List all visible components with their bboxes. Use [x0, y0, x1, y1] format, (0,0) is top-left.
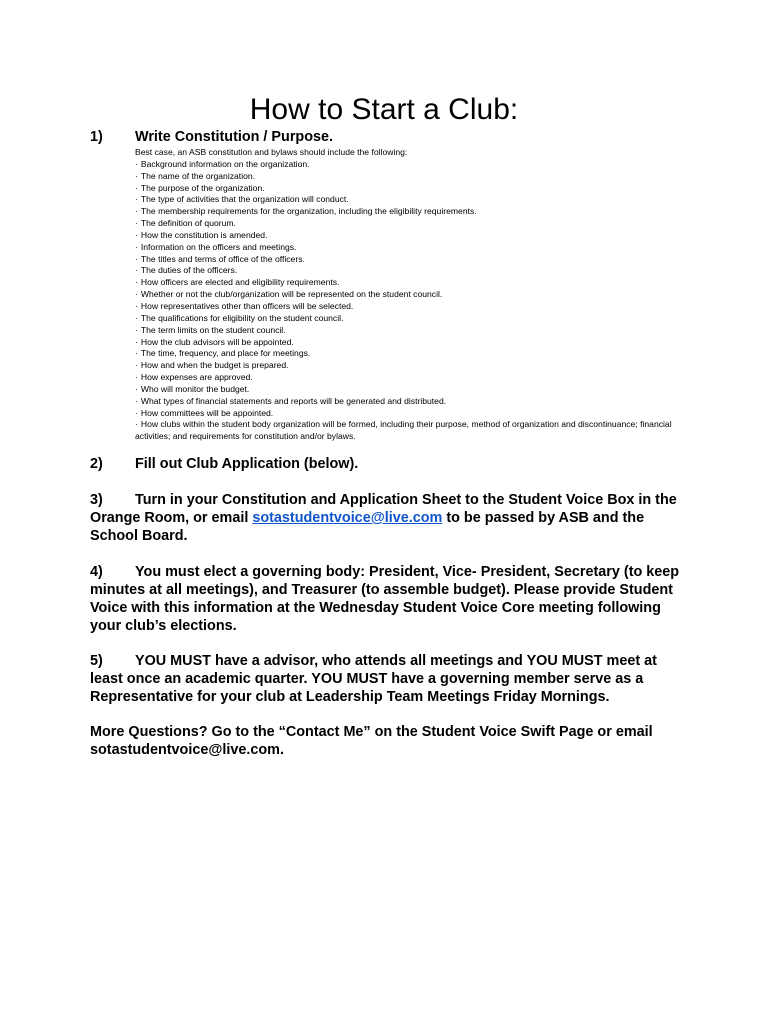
bullet-glyph: · [135, 265, 138, 276]
requirement-text: The qualifications for eligibility on the student council. [140, 312, 344, 323]
requirement-item [135, 337, 675, 349]
step-5 [90, 652, 690, 706]
step-2 [90, 455, 690, 473]
step-4 [90, 563, 690, 635]
step-number: 2) [90, 456, 103, 472]
requirement-item [135, 372, 675, 384]
requirement-item [135, 159, 675, 171]
requirement-item [135, 419, 675, 443]
requirement-item [135, 396, 675, 408]
requirement-text: How committees will be appointed. [140, 407, 274, 418]
bullet-glyph: · [135, 194, 138, 205]
requirement-item [135, 230, 675, 242]
email-link[interactable]: sotastudentvoice@live.com [252, 510, 443, 526]
requirement-text: The duties of the officers. [140, 265, 238, 276]
bullet-glyph: · [135, 372, 138, 383]
step-text-before-link: Turn in your Constitution and Application Sheet to the Student Voice Box in the Orange Room, or email [90, 492, 677, 526]
requirement-item [135, 289, 675, 301]
requirement-text: How the club advisors will be appointed. [140, 336, 294, 347]
closing-note: More Questions? Go to the “Contact Me” on the Student Voice Swift Page or email sotastudentvoice@live.com. [90, 724, 653, 758]
requirement-item [135, 360, 675, 372]
requirement-text: What types of financial statements and reports will be generated and distributed. [140, 395, 447, 406]
requirement-item [135, 194, 675, 206]
bullet-glyph: · [135, 324, 138, 335]
requirements-list [135, 159, 675, 443]
requirement-item [135, 408, 675, 420]
requirement-item [135, 254, 675, 266]
step-3 [90, 491, 690, 545]
bullet-glyph: · [135, 206, 138, 217]
bullet-glyph: · [135, 383, 138, 394]
requirement-text: The purpose of the organization. [140, 182, 265, 193]
bullet-glyph: · [135, 277, 138, 288]
bullet-glyph: · [135, 407, 138, 418]
step-text: You must elect a governing body: President, Vice- President, Secretary (to keep minutes at all meetings), and Treasurer (to assemble budget). Please provide Student Voice with this information at the Wednesday Student Voice Core meeting following your club’s elections. [90, 564, 680, 634]
requirement-text: The definition of quorum. [140, 218, 236, 229]
requirement-item [135, 183, 675, 195]
requirement-item [135, 348, 675, 360]
step-text: Fill out Club Application (below). [135, 456, 359, 472]
step-number: 3) [90, 492, 103, 508]
requirement-text: The type of activities that the organization will conduct. [140, 194, 349, 205]
bullet-glyph: · [135, 360, 138, 371]
requirement-text: The term limits on the student council. [140, 324, 286, 335]
requirement-text: Who will monitor the budget. [140, 383, 250, 394]
step-number: 4) [90, 564, 103, 580]
bullet-glyph: · [135, 170, 138, 181]
requirement-item [135, 301, 675, 313]
bullet-glyph: · [135, 300, 138, 311]
bullet-glyph: · [135, 241, 138, 252]
requirement-text: How and when the budget is prepared. [140, 360, 289, 371]
requirement-item [135, 206, 675, 218]
requirement-text: How officers are elected and eligibility requirements. [140, 277, 340, 288]
bullet-glyph: · [135, 336, 138, 347]
requirement-text: How representatives other than officers will be selected. [140, 300, 354, 311]
bullet-glyph: · [135, 289, 138, 300]
bullet-glyph: · [135, 395, 138, 406]
requirement-text: How the constitution is amended. [140, 229, 268, 240]
requirement-text: The titles and terms of office of the officers. [140, 253, 305, 264]
bullet-glyph: · [135, 312, 138, 323]
bullet-glyph: · [135, 348, 138, 359]
requirement-text: How clubs within the student body organization will be formed, including their purpose, method of organization and discontinuance; financial activities; and requirements for constitution and/or bylaws. [135, 419, 672, 442]
requirement-text: The name of the organization. [140, 170, 256, 181]
requirement-item [135, 242, 675, 254]
requirement-text: Information on the officers and meetings. [140, 241, 297, 252]
constitution-requirements [135, 147, 675, 443]
requirement-text: Whether or not the club/organization will be represented on the student council. [140, 289, 443, 300]
requirement-item [135, 313, 675, 325]
requirement-text: The membership requirements for the organization, including the eligibility requirements. [140, 206, 477, 217]
requirement-item [135, 218, 675, 230]
step-text: YOU MUST have a advisor, who attends all meetings and YOU MUST meet at least once an academic quarter. YOU MUST have a governing member serve as a Representative for your club at Leadership Team Meetings Friday Mornings. [90, 653, 657, 705]
bullet-glyph: · [135, 229, 138, 240]
bullet-glyph: · [135, 253, 138, 264]
requirement-text: The time, frequency, and place for meetings. [140, 348, 311, 359]
step-number: 5) [90, 653, 103, 669]
requirement-item [135, 325, 675, 337]
requirement-item [135, 277, 675, 289]
requirements-intro: Best case, an ASB constitution and bylaws should include the following: [135, 147, 408, 157]
page-title: How to Start a Club: [249, 93, 519, 126]
step-1 [90, 128, 690, 146]
requirement-text: How expenses are approved. [140, 372, 253, 383]
requirement-item [135, 384, 675, 396]
bullet-glyph: · [135, 419, 138, 430]
step-number: 1) [90, 129, 103, 145]
bullet-glyph: · [135, 158, 138, 169]
bullet-glyph: · [135, 182, 138, 193]
bullet-glyph: · [135, 218, 138, 229]
step-heading: Write Constitution / Purpose. [135, 129, 334, 145]
requirement-item [135, 171, 675, 183]
step-text-after-link: to be passed by ASB and the School Board. [90, 510, 645, 544]
requirement-item [135, 265, 675, 277]
requirement-text: Background information on the organization. [140, 158, 310, 169]
